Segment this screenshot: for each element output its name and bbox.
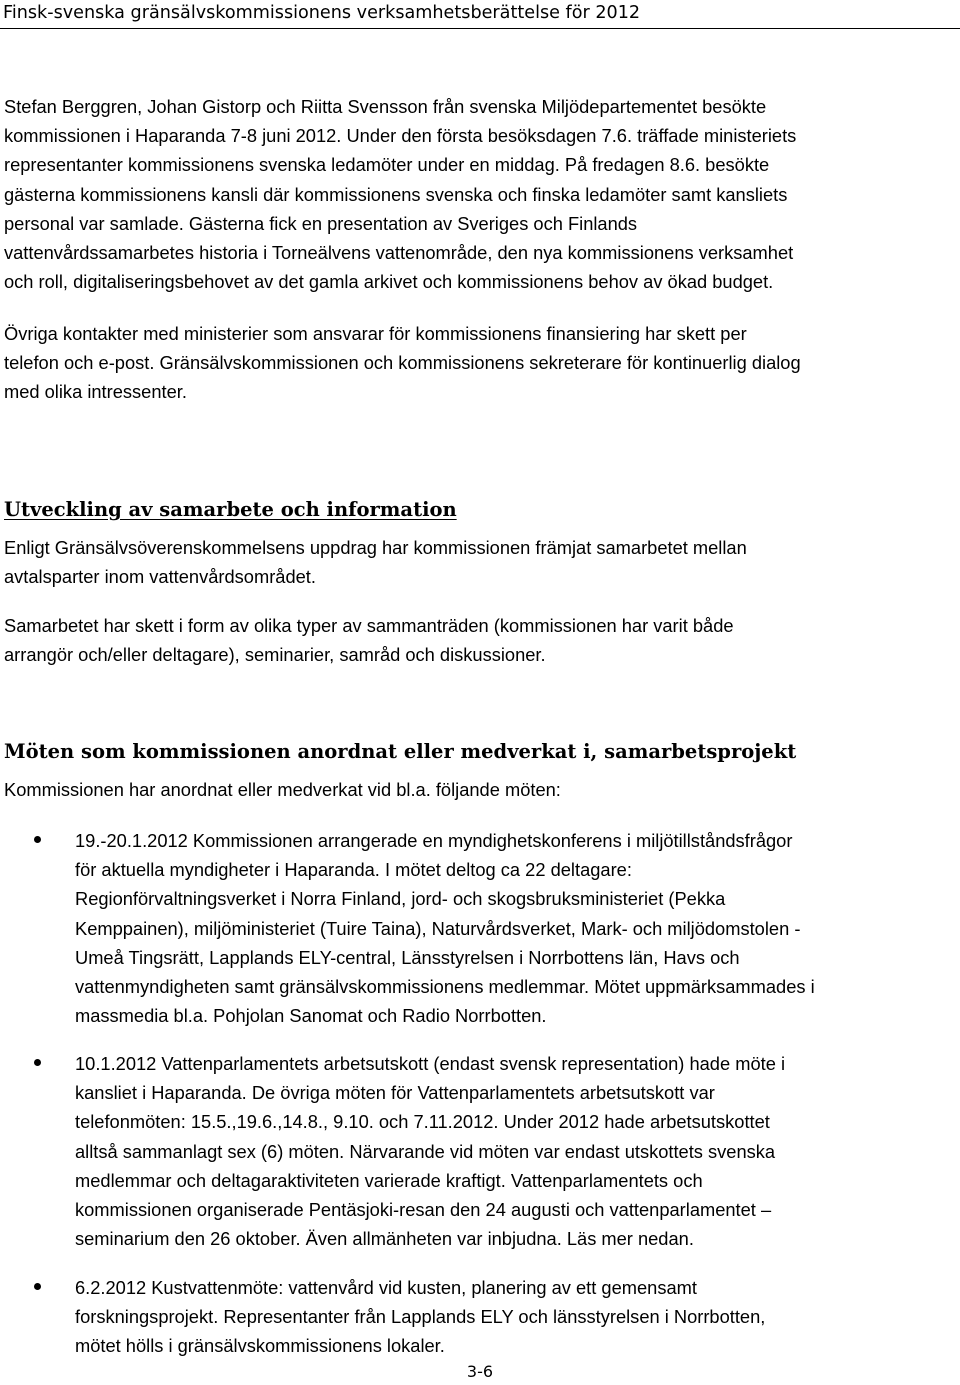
text-line: massmedia bl.a. Pohjolan Sanomat och Radio Norrbotten.	[75, 1005, 547, 1027]
text-line: Regionförvaltningsverket i Norra Finland, jord- och skogsbruksministeriet (Pekka	[75, 888, 726, 910]
section-heading-development: Utveckling av samarbete och information	[4, 498, 457, 521]
page-header	[0, 0, 960, 29]
text-line: vattenmyndigheten samt gränsälvskommissionens medlemmar. Mötet uppmärksammades i	[75, 976, 815, 998]
text-line: Kemppainen), miljöministeriet (Tuire Taina), Naturvårdsverket, Mark- och miljödomstolen -	[75, 917, 801, 939]
text-line: personal var samlade. Gästerna fick en presentation av Sveriges och Finlands	[4, 212, 638, 234]
text-line: Samarbetet har skett i form av olika typer av sammanträden (kommissionen har varit både	[4, 615, 734, 636]
text-line: kommissionen organiserade Pentäsjoki-resan den 24 augusti och vattenparlamentet –	[75, 1199, 772, 1221]
text-line: kansliet i Haparanda. De övriga möten för Vattenparlamentets arbetsutskott var	[75, 1082, 715, 1104]
text-line: 19.-20.1.2012 Kommissionen arrangerade en myndighetskonferens i miljötillståndsfrågor	[75, 830, 793, 851]
text-line: seminarium den 26 oktober. Även allmänheten var inbjudna. Läs mer nedan.	[75, 1228, 694, 1250]
text-line: gästerna kommissionens kansli där kommissionens svenska och finska ledamöter samt kansliets	[4, 183, 788, 205]
text-line: telefon och e-post. Gränsälvskommissionen och kommissionens sekreterare för kontinuerlig dialog	[4, 352, 801, 374]
text-line: för aktuella myndigheter i Haparanda. I mötet deltog ca 22 deltagare:	[75, 859, 632, 881]
intro-paragraph-2	[4, 319, 960, 407]
page-number: 3-6	[466, 1362, 494, 1381]
text-line: alltså sammanlagt sex (6) möten. Närvarande vid möten var endast utskottets svenska	[75, 1140, 776, 1162]
text-line: 6.2.2012 Kustvattenmöte: vattenvård vid kusten, planering av ett gemensamt	[75, 1277, 697, 1298]
text-line: vattenvårdssamarbetes historia i Torneälvens vattenområde, den nya kommissionens verksamhet	[4, 242, 794, 264]
text-line: medlemmar och deltagaraktiviteten varierade kraftigt. Vattenparlamentets och	[75, 1169, 703, 1191]
text-line: arrangör och/eller deltagare), seminarier, samråd och diskussioner.	[4, 644, 546, 666]
text-line: och roll, digitaliseringsbehovet av det gamla arkivet och kommissionens behov av ökad budget.	[4, 271, 774, 293]
text-line: kommissionen i Haparanda 7-8 juni 2012. Under den första besöksdagen 7.6. träffade ministeriets	[4, 125, 797, 147]
section1-paragraph-1	[4, 533, 960, 591]
text-line: Enligt Gränsälvsöverenskommelsens uppdrag har kommissionen främjat samarbetet mellan	[4, 537, 747, 558]
text-line: Övriga kontakter med ministerier som ansvarar för kommissionens finansiering har skett per	[4, 323, 747, 344]
text-line: med olika intressenter.	[4, 381, 187, 403]
text-line: telefonmöten: 15.5.,19.6.,14.8., 9.10. och 7.11.2012. Under 2012 hade arbetsutskottet	[75, 1111, 770, 1133]
text-line: Stefan Berggren, Johan Gistorp och Riitta Svensson från svenska Miljödepartementet besökte	[4, 96, 767, 117]
intro-paragraph-1	[4, 92, 960, 296]
bullet-icon	[34, 836, 41, 843]
text-line: Kommissionen har anordnat eller medverkat vid bl.a. följande möten:	[4, 779, 561, 800]
text-line: 10.1.2012 Vattenparlamentets arbetsutskott (endast svensk representation) hade möte i	[75, 1053, 786, 1074]
text-line: mötet hölls i gränsälvskommissionens lokaler.	[75, 1335, 445, 1357]
bullet-icon	[34, 1283, 41, 1290]
text-line: Umeå Tingsrätt, Lapplands ELY-central, Länsstyrelsen i Norrbottens län, Havs och	[75, 946, 740, 968]
section2-intro	[4, 775, 960, 804]
text-line: avtalsparter inom vattenvårdsområdet.	[4, 566, 316, 588]
section1-paragraph-2	[4, 611, 960, 669]
text-line: representanter kommissionens svenska ledamöter under en middag. På fredagen 8.6. besökte	[4, 154, 770, 176]
header-title: Finsk-svenska gränsälvskommissionens verksamhetsberättelse för 2012	[3, 3, 641, 23]
text-line: forskningsprojekt. Representanter från Lapplands ELY och länsstyrelsen i Norrbotten,	[75, 1306, 766, 1328]
section-heading-meetings: Möten som kommissionen anordnat eller medverkat i, samarbetsprojekt	[4, 740, 797, 763]
bullet-icon	[34, 1059, 41, 1066]
